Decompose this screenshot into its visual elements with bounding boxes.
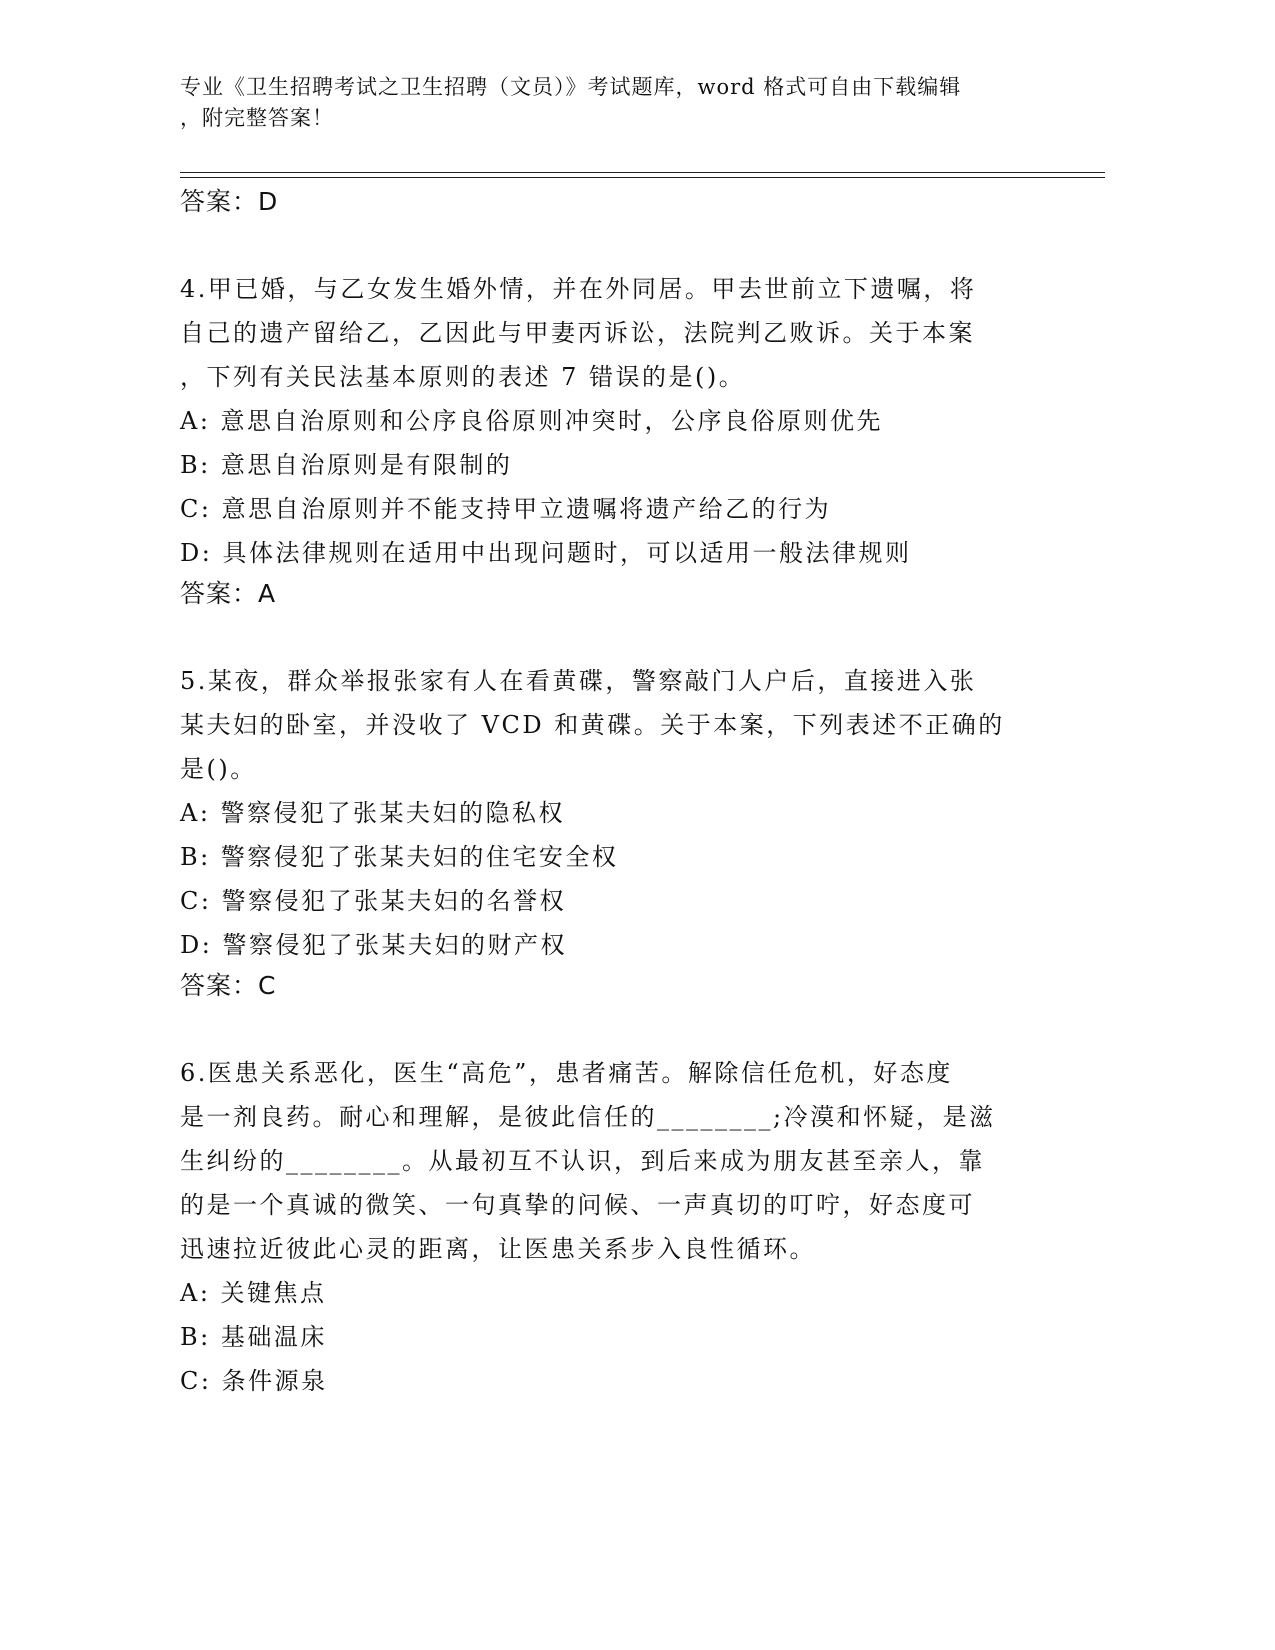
option-b: B: 基础温床 bbox=[180, 1323, 327, 1351]
option-c: C: 警察侵犯了张某夫妇的名誉权 bbox=[180, 887, 567, 915]
header-rule-top bbox=[180, 172, 1105, 173]
option-c: C: 条件源泉 bbox=[180, 1367, 328, 1395]
option-d: D: 警察侵犯了张某夫妇的财产权 bbox=[180, 931, 567, 959]
question-text-line: 某夫妇的卧室，并没收了 VCD 和黄碟。关于本案，下列表述不正确的 bbox=[180, 711, 1005, 739]
question-text-line: 自己的遗产留给乙，乙因此与甲妻丙诉讼，法院判乙败诉。关于本案 bbox=[180, 319, 975, 347]
question-text-line: 的是一个真诚的微笑、一句真挚的问候、一声真切的叮咛，好态度可 bbox=[180, 1191, 975, 1219]
option-a: A: 关键焦点 bbox=[180, 1279, 327, 1307]
question-text-line: 6.医患关系恶化，医生“高危”，患者痛苦。解除信任危机，好态度 bbox=[180, 1059, 953, 1087]
option-b: B: 警察侵犯了张某夫妇的住宅安全权 bbox=[180, 843, 619, 871]
question-text-line: 迅速拉近彼此心灵的距离，让医患关系步入良性循环。 bbox=[180, 1235, 816, 1263]
answer-5: 答案：C bbox=[180, 971, 277, 1000]
option-a: A: 意思自治原则和公序良俗原则冲突时，公序良俗原则优先 bbox=[180, 407, 884, 435]
header-rule-bottom bbox=[180, 177, 1105, 178]
header-line: ，附完整答案！ bbox=[180, 106, 334, 130]
question-4 bbox=[180, 267, 1040, 575]
option-b: B: 意思自治原则是有限制的 bbox=[180, 451, 513, 479]
question-6 bbox=[180, 1051, 1040, 1403]
question-text-line: 5.某夜，群众举报张家有人在看黄碟，警察敲门人户后，直接进入张 bbox=[180, 667, 977, 695]
option-d: D: 具体法律规则在适用中出现问题时，可以适用一般法律规则 bbox=[180, 539, 912, 567]
header-line: 专业《卫生招聘考试之卫生招聘（文员）》考试题库，word 格式可自由下载编辑 bbox=[180, 75, 962, 99]
question-text-line: 生纠纷的________。从最初互不认识，到后来成为朋友甚至亲人，靠 bbox=[180, 1147, 985, 1175]
question-text-line: 是()。 bbox=[180, 755, 257, 783]
page-header bbox=[180, 72, 1040, 134]
previous-answer: 答案：D bbox=[180, 187, 279, 216]
question-text-line: 是一剂良药。耐心和理解，是彼此信任的________;冷漠和怀疑，是滋 bbox=[180, 1103, 996, 1131]
question-text-line: ，下列有关民法基本原则的表述 7 错误的是()。 bbox=[180, 363, 746, 391]
answer-4: 答案：A bbox=[180, 579, 277, 608]
option-c: C: 意思自治原则并不能支持甲立遗嘱将遗产给乙的行为 bbox=[180, 495, 832, 523]
question-5 bbox=[180, 659, 1040, 967]
option-a: A: 警察侵犯了张某夫妇的隐私权 bbox=[180, 799, 566, 827]
question-text-line: 4.甲已婚，与乙女发生婚外情，并在外同居。甲去世前立下遗嘱，将 bbox=[180, 275, 977, 303]
